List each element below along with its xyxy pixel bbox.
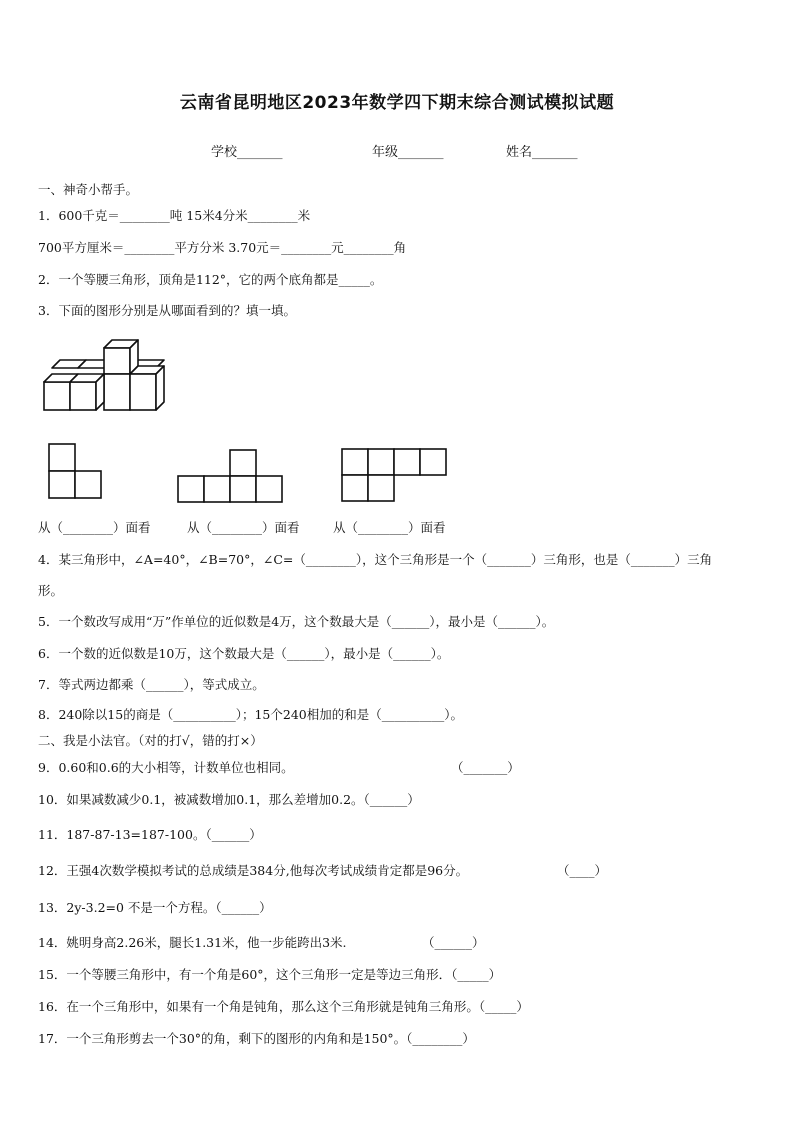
question-5: 5．一个数改写成用“万”作单位的近似数是4万，这个数最大是（______），最小是（______）。 (38, 614, 555, 629)
question-14: 14．姚明身高2.26米，腿长1.31米，他一步能跨出3米. (38, 935, 347, 950)
question-9-answer: （_______） (451, 760, 520, 775)
question-11: 11．187-87-13=187-100。（______） (38, 827, 262, 842)
view-label-2: 从（________）面看 (187, 520, 300, 535)
section-2-heading: 二、我是小法官。（对的打√，错的打×） (38, 733, 263, 748)
question-9: 9．0.60和0.6的大小相等，计数单位也相同。 (38, 760, 294, 775)
question-14-answer: （______） (422, 935, 485, 950)
name-field: 姓名_______ (506, 145, 578, 160)
question-7: 7．等式两边都乘（______），等式成立。 (38, 677, 265, 692)
view-figure-3 (341, 448, 449, 504)
page-title: 云南省昆明地区2023年数学四下期末综合测试模拟试题 (179, 93, 615, 113)
question-3: 3．下面的图形分别是从哪面看到的？填一填。 (38, 303, 296, 318)
question-16: 16．在一个三角形中，如果有一个角是钝角，那么这个三角形就是钝角三角形。（_____） (38, 999, 529, 1014)
view-figure-2 (177, 449, 285, 505)
view-label-3: 从（________）面看 (333, 520, 446, 535)
question-1a: 1．600千克＝________吨 15米4分米________米 (38, 208, 311, 223)
question-12-answer: （____） (557, 863, 608, 878)
question-13: 13．2y-3.2=0 不是一个方程。（______） (38, 900, 272, 915)
grade-field: 年级_______ (372, 145, 444, 160)
question-4a: 4．某三角形中，∠A=40°，∠B=70°，∠C=（________），这个三角形是一个（_______）三角形，也是（_______）三角 (38, 552, 713, 567)
section-1-heading: 一、神奇小帮手。 (38, 182, 139, 197)
question-12: 12．王强4次数学模拟考试的总成绩是384分,他每次考试成绩肯定都是96分。 (38, 863, 469, 878)
school-field: 学校_______ (211, 145, 283, 160)
question-15: 15．一个等腰三角形中，有一个角是60°，这个三角形一定是等边三角形．（_____） (38, 967, 502, 982)
question-6: 6．一个数的近似数是10万，这个数最大是（______），最小是（______）。 (38, 646, 450, 661)
question-10: 10．如果减数减少0.1，被减数增加0.1，那么差增加0.2。（______） (38, 792, 420, 807)
view-label-1: 从（________）面看 (38, 520, 151, 535)
question-1b: 700平方厘米＝________平方分米 3.70元＝________元________角 (38, 240, 407, 255)
question-17: 17．一个三角形剪去一个30°的角，剩下的图形的内角和是150°。（________） (38, 1031, 475, 1046)
view-figure-1 (48, 443, 104, 501)
cube-arrangement-figure (40, 338, 168, 416)
question-8: 8．240除以15的商是（__________）；15个240相加的和是（__________）。 (38, 707, 463, 722)
question-4b: 形。 (38, 583, 64, 598)
question-2: 2．一个等腰三角形，顶角是112°，它的两个底角都是_____。 (38, 272, 383, 287)
